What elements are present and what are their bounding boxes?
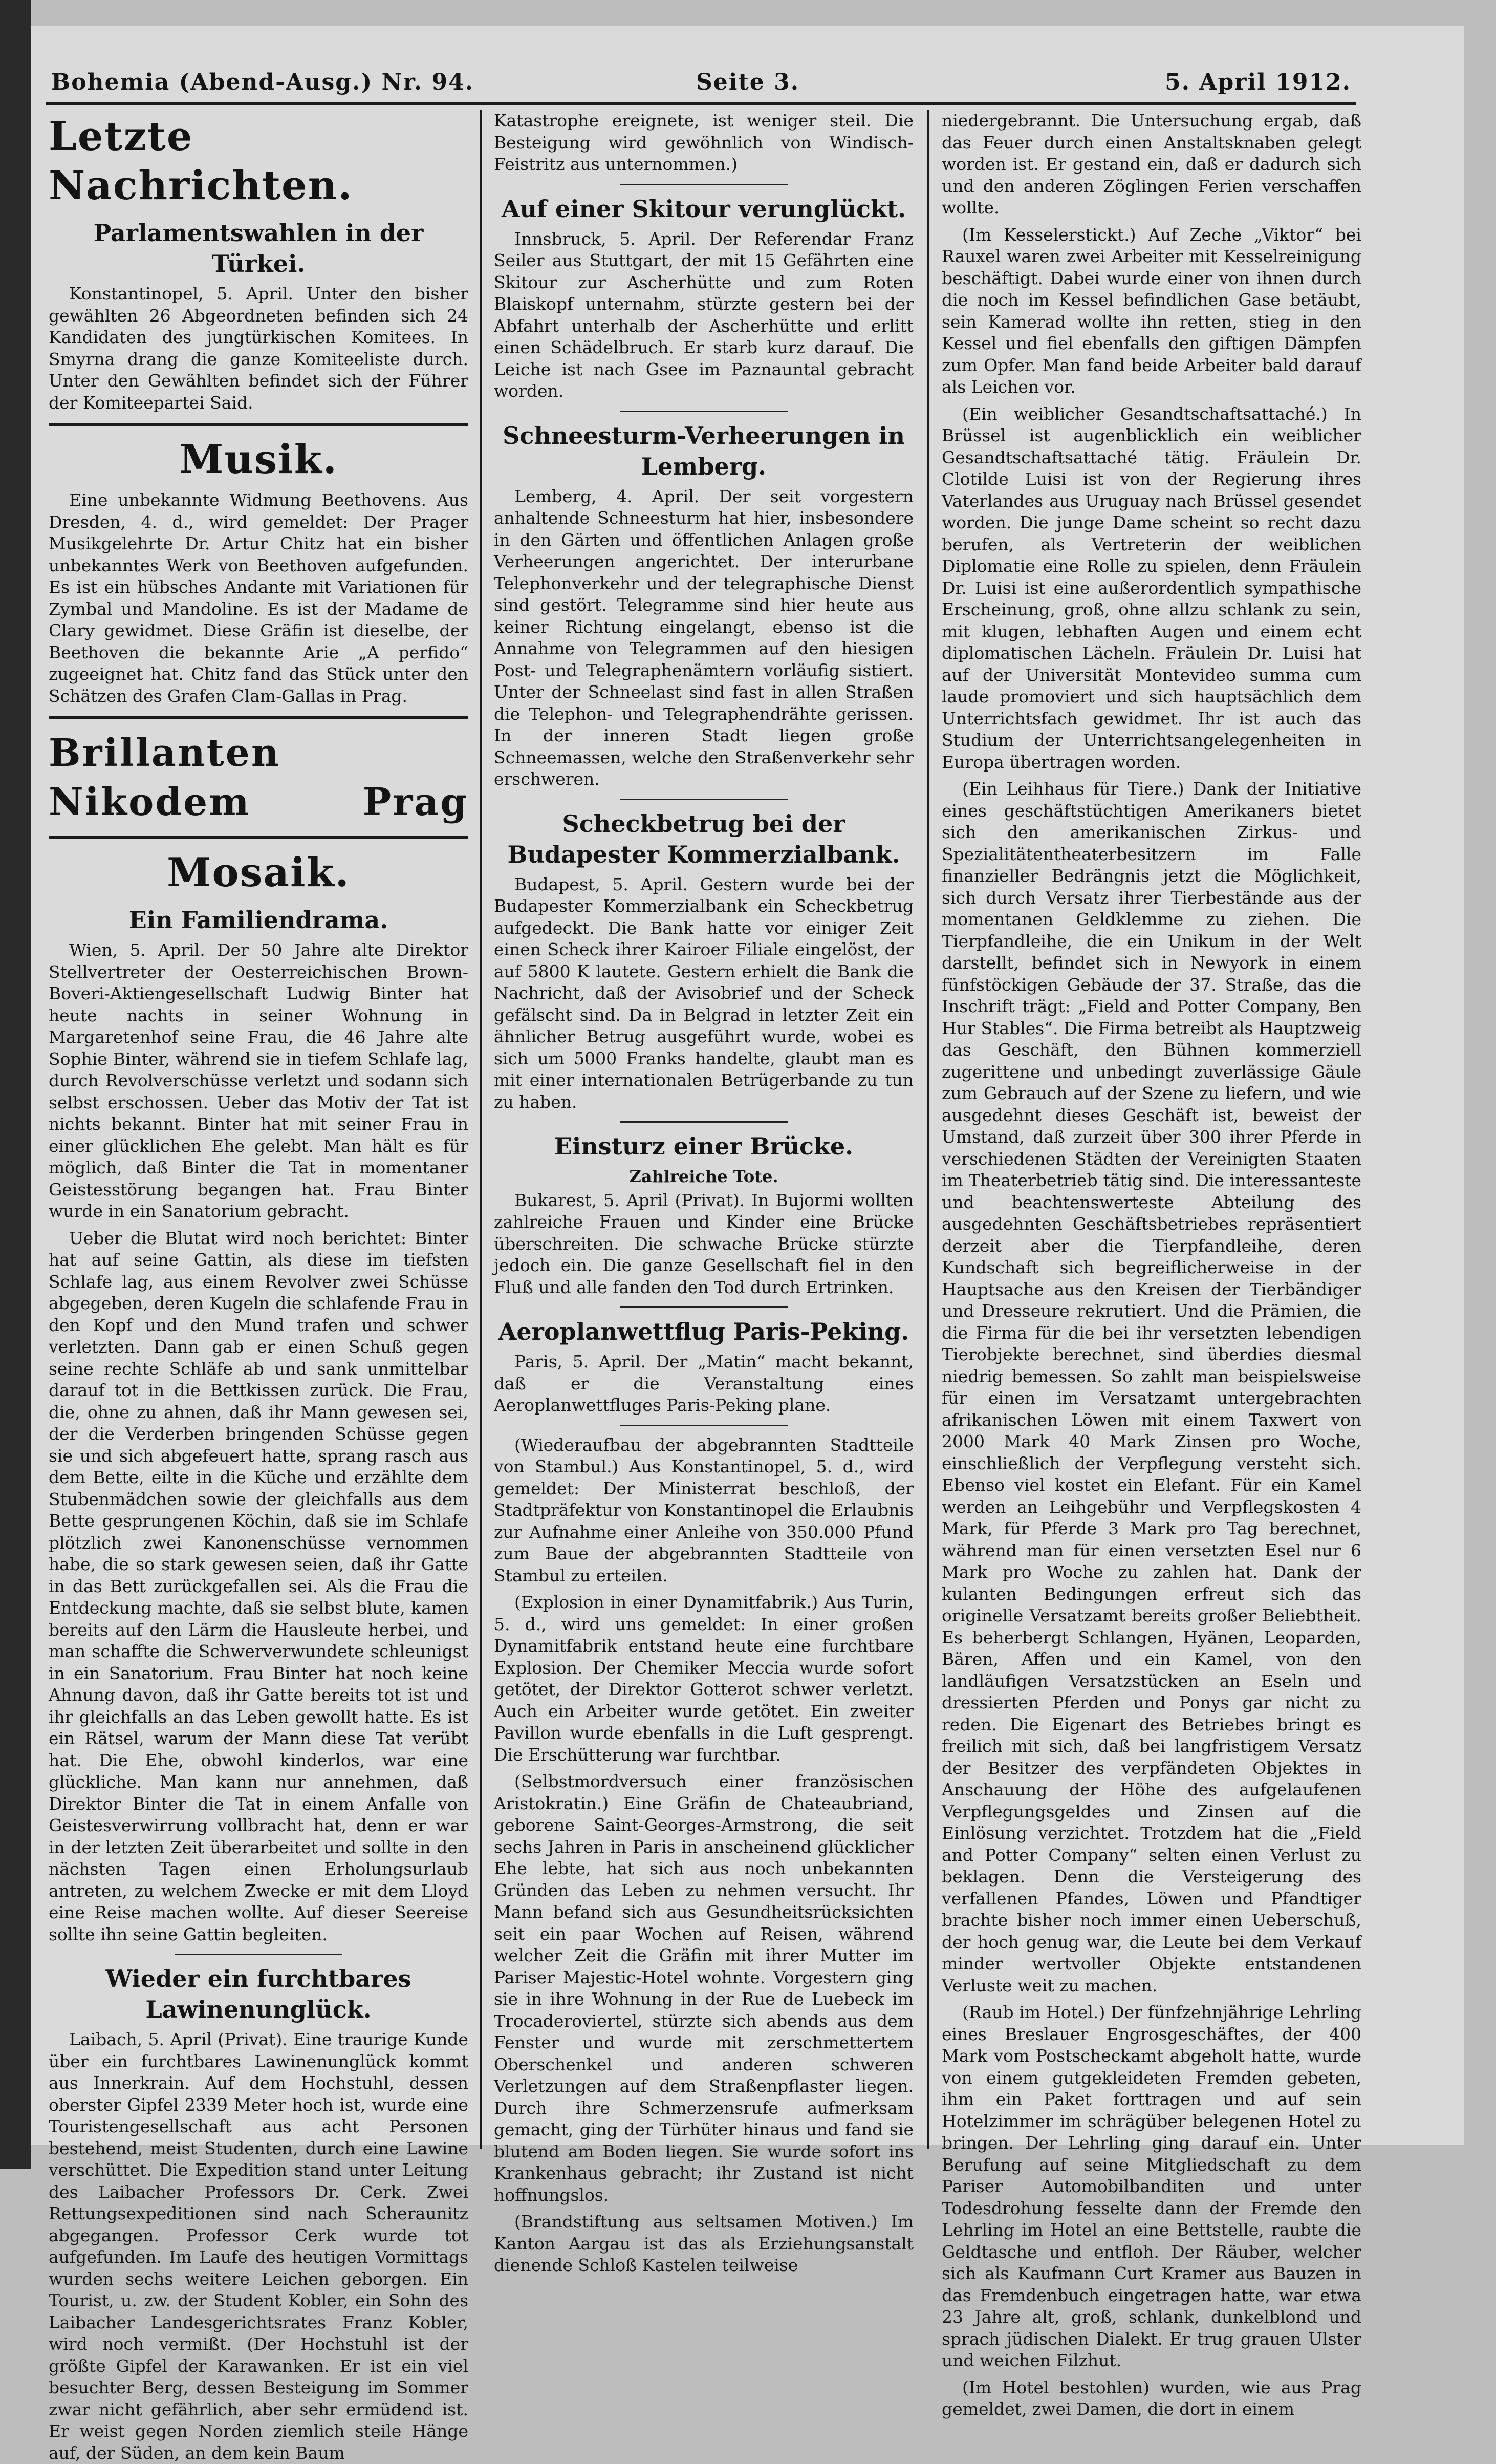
section-rule [49, 836, 468, 839]
news-item: (Ein weiblicher Gesandtschaftsattaché.) In Brüssel ist augenblicklich ein weiblicher Gesandtschaftsattaché tätig. Fräulein Dr. Clotilde Luisi ist von der Regierung ihres Vaterlandes aus Uruguay nach Brüssel gesendet worden. Die junge Dame scheint so recht dazu berufen, als Vertreterin der weiblichen Diplomatie eine Rolle zu spielen, denn Fräulein Dr. Luisi ist eine außerordentlich sympathische Erscheinung, groß, ohne allzu schlank zu sein, mit klugen, lebhaften Augen und einem echt diplomatischen Lächeln. Fräulein Dr. Luisi hat auf der Universität Montevideo summa cum laude promoviert und sich hauptsächlich dem Unterrichtsfach gewidmet. Ihr ist auch das Studium der Unterrichtsangelegenheiten in Europa übertragen worden. [942, 403, 1361, 772]
section-title-musik: Musik. [179, 436, 338, 483]
news-item: (Wiederaufbau der abgebrannten Stadtteile von Stambul.) Aus Konstantinopel, 5. d., wird gemeldet: Der Ministerrat beschloß, der Stadtpräfektur von Konstantinopel die Erlaubnis zur Aufnahme einer Anleihe von 350.000 Pfund zum Baue der abgebrannten Stadtteile von Stambul zu erteilen. [494, 1434, 914, 1585]
column-rule [927, 110, 929, 2149]
article-headline: Aeroplanwettflug Paris-Peking. [498, 1318, 909, 1345]
column-2 [494, 110, 914, 2275]
article-divider [620, 1425, 788, 1426]
article-headline: Einsturz einer Brücke. [554, 1132, 854, 1160]
article-divider [620, 1121, 788, 1123]
news-item: (Im Hotel bestohlen) wurden, wie aus Prag gemeldet, zwei Damen, die dort in einem [942, 2377, 1361, 2419]
article-divider [620, 799, 788, 800]
column-3 [942, 110, 1361, 2419]
article-headline: Parlamentswahlen in der Türkei. [93, 219, 424, 277]
article-divider [620, 411, 788, 412]
section-rule [49, 716, 468, 719]
news-item: (Im Kesselerstickt.) Auf Zeche „Viktor“ bei Rauxel waren zwei Arbeiter mit Kesselreinigung beschäftigt. Dabei wurde einer von ihnen durch die noch im Kessel befindlichen Gase betäubt, sein Kamerad wollte ihn retten, stieg in den Kessel und fiel ebenfalls den giftigen Dämpfen zum Opfer. Man fand beide Arbeiter bald darauf als Leichen vor. [942, 224, 1361, 397]
section-title-nachrichten: Letzte Nachrichten. [49, 113, 353, 209]
article-continuation: Katastrophe ereignete, ist weniger steil. Die Besteigung wird gewöhnlich von Windisch-Feistritz aus unternommen.) [494, 111, 914, 174]
page-number: Seite 3. [696, 69, 800, 95]
news-item: (Explosion in einer Dynamitfabrik.) Aus Turin, 5. d., wird uns gemeldet: In einer großen Dynamitfabrik entstand heute eine furchtbare Explosion. Der Chemiker Meccia wurde sofort getötet, der Direktor Gotterot schwer verletzt. Auch ein Arbeiter wurde getötet. Ein zweiter Pavillon wurde ebenfalls in die Luft gesprengt. Die Erschütterung war furchtbar. [494, 1592, 914, 1765]
column-rule [480, 110, 482, 2149]
article-body: Lemberg, 4. April. Der seit vorgestern anhaltende Schneesturm hat hier, insbesondere in den Gärten und öffentlichen Anlagen große Verheerungen angerichtet. Der interurbane Telephonverkehr und der telegraphische Dienst sind gestört. Telegramme sind hier heute aus keiner Richtung eingelangt, ebenso ist die Annahme von Telegrammen auf den hiesigen Post- und Telegraphenämtern vorläufig sistiert. Unter der Schneelast sind fast in allen Straßen die Telephon- und Telegraphendrähte gerissen. In der inneren Stadt liegen große Schneemassen, welche den Straßenverkehr sehr erschweren. [494, 486, 914, 789]
article-body: Wien, 5. April. Der 50 Jahre alte Direktor Stellvertreter der Oesterreichischen Brown-Boveri-Aktiengesellschaft Ludwig Binter hat heute nachts in seiner Wohnung in Margaretenhof seine Frau, die 46 Jahre alte Sophie Binter, während sie in tiefem Schlafe lag, durch Revolverschüsse verletzt und sodann sich selbst erschossen. Ueber das Motiv der Tat ist nichts bekannt. Binter hat mit seiner Frau in einer glücklichen Ehe gelebt. Man hält es für möglich, daß Binter die Tat in momentaner Geistesstörung begangen hat. Frau Binter wurde in ein Sanatorium gebracht. [49, 940, 468, 1221]
news-item: (Selbstmordversuch einer französischen Aristokratin.) Eine Gräfin de Chateaubriand, geborene Saint-Georges-Armstrong, die seit sechs Jahren in Paris in anscheinend glücklicher Ehe lebte, hat sich aus noch unbekannten Gründen das Leben zu nehmen versucht. Ihr Mann befand sich aus Gesundheitsrücksichten seit ein paar Wochen auf Reisen, während welcher Zeit die Gräfin mit ihrer Mutter im Pariser Majestic-Hotel wohnte. Vorgestern ging sie in ihre Wohnung in der Rue de Luebeck im Trocaderoviertel, stürzte sich abends aus dem Fenster und wurde mit zerschmettertem Oberschenkel und anderen schweren Verletzungen auf dem Straßenpflaster liegen. Durch ihre Schmerzensrufe aufmerksam gemacht, ging der Türhüter hinaus und fand sie blutend am Boden liegen. Sie wurde sofort ins Krankenhaus gebracht; ihr Zustand ist nicht hoffnungslos. [494, 1771, 914, 2205]
header-rule [46, 102, 1356, 105]
page-header [51, 69, 1351, 105]
news-item: (Ein Leihhaus für Tiere.) Dank der Initiative eines geschäftstüchtigen Amerikaners bietet sich den amerikanischen Zirkus- und Spezialitätentheaterbesitzern im Falle finanzieller Bedrängnis jetzt die Möglichkeit, sich durch Versatz ihrer Tierbestände aus der momentanen Geldklemme zu ziehen. Die Tierpfandleihe, die ein Unikum in der Welt darstellt, befindet sich in Newyork in einem fünfstöckigen Gebäude der 37. Straße, das die Inschrift trägt: „Field and Potter Company, Ben Hur Stables“. Die Firma betreibt als Hauptzweig das Geschäft, den Bühnen kommerziell zugerittene und unbedingt zuverlässige Gäule zum Gebrauch auf der Szene zu liefern, und wie ausgedehnt dieses Geschäft ist, beweist der Umstand, daß zurzeit über 300 ihrer Pferde in verschiedenen Städten der Vereinigten Staaten im Theaterbetrieb tätig sind. Die interessanteste und beachtenswerteste Abteilung des ausgedehnten Geschäftsbetriebes repräsentiert derzeit aber die Tierpfandleihe, deren Kundschaft sich begreiflicherweise in der Hauptsache aus den Kreisen der Tierbändiger und Dresseure rekrutiert. Und die Prämien, die die Firma für die bei ihr versetzten lebendigen Tierobjekte berechnet, sind überdies diesmal niedrig bemessen. So zahlt man beispielsweise für einen im Versatzamt untergebrachten afrikanischen Löwen mit einem Taxwert von 2000 Mark 40 Mark Zinsen pro Woche, einschließlich der Verpflegung versteht sich. Ebenso viel kostet ein Elefant. Für ein Kamel werden an Leihgebühr und Verpflegskosten 4 Mark, für Pferde 3 Mark pro Tag berechnet, während man für einen versetzten Esel nur 6 Mark pro Woche zu zahlen hat. Dank der kulanten Bedingungen erfreut sich das originelle Versatzamt bereits großer Beliebtheit. Es beherbergt Schlangen, Hyänen, Leoparden, Bären, Affen und ein Kamel, von den landläufigen Versatzstücken an Eseln und dressierten Pferden und Ponys gar nicht zu reden. Die Eigenart des Betriebes bringt es freilich mit sich, daß bei langfristigem Versatz der Besitzer des verpfändeten Objektes in Anschauung der Höhe des aufgelaufenen Verpflegungsgeldes und Zinsen auf die Einlösung verzichtet. Trotzdem hat die „Field and Potter Company“ selten einen Verlust zu beklagen. Denn die Versteigerung des verfallenen Pfandes, Löwen und Pfandtiger brachte bisher noch immer einen Ueberschuß, der hoch genug war, die Leute bei dem Verkauf minder wertvoller Objekte entstandenen Verluste weit zu machen. [942, 779, 1361, 1996]
advertisement-line: Brillanten Nikodem Prag [49, 731, 468, 824]
article-body: Laibach, 5. April (Privat). Eine traurige Kunde über ein furchtbares Lawinenunglück kommt aus Innerkrain. Auf dem Hochstuhl, dessen oberster Gipfel 2339 Meter hoch ist, wurde eine Touristengesellschaft aus acht Personen bestehend, meist Studenten, durch eine Lawine verschüttet. Die Expedition stand unter Leitung des Laibacher Professors Dr. Cerk. Zwei Rettungsexpeditionen sind nach Scheraunitz abgegangen. Professor Cerk wurde tot aufgefunden. Im Laufe des heutigen Vormittags wurden sechs weitere Leichen geborgen. Ein Tourist, u. zw. der Student Kobler, ein Sohn des Laibacher Landesgerichtsrates Franz Kobler, wird noch vermißt. (Der Hochstuhl ist der größte Gipfel der Karawanken. Er ist ein viel besuchter Berg, dessen Besteigung im Sommer zwar nicht gefährlich, aber sehr ermüdend ist. Er weist gegen Norden ziemlich steile Hänge auf, der Süden, an dem kein Baum [49, 2029, 468, 2463]
article-body: Ueber die Blutat wird noch berichtet: Binter hat auf seine Gattin, als diese im tiefsten Schlafe lag, aus einem Revolver zwei Schüsse abgegeben, deren Kugeln die schlafende Frau in den Kopf und den Mund trafen und schwer verletzten. Dann gab er einen Schuß gegen seine rechte Schläfe ab und sank unmittelbar darauf tot in die Bettkissen zurück. Die Frau, die, ohne zu ahnen, daß ihr Mann gewesen sei, der die Verderben bringenden Schüsse gegen sie und sich abgefeuert hatte, sprang rasch aus dem Bette, eilte in die Küche und erzählte dem Stubenmädchen sowie der gleichfalls aus dem Bette gesprungenen Köchin, daß sie im Schlafe plötzlich zwei Kanonenschüsse vernommen habe, die so stark gewesen seien, daß ihr Gatte in das Bett zurückgefallen sei. Als die Frau die Entdeckung machte, daß sie selbst blute, kamen bereits auf den Lärm die Hausleute herbei, und man schaffte die Schwerverwundete schleunigst in ein Sanatorium. Frau Binter hat noch keine Ahnung davon, daß ihr Gatte bereits tot ist und ihr gleichfalls an das Leben gewollt hatte. Es ist ein Rätsel, warum der Mann diese Tat verübt hat. Die Ehe, obwohl kinderlos, war eine glückliche. Man kann nur annehmen, daß Direktor Binter die Tat in einem Anfalle von Geistesverwirrung vollbracht hat, denn er war in der letzten Zeit überarbeitet und sollte in den nächsten Tagen einen Erholungsurlaub antreten, zu welchem Zwecke er mit dem Lloyd eine Reise machen wollte. Auf dieser Seereise sollte ihn seine Gattin begleiten. [49, 1228, 468, 1944]
article-body: Eine unbekannte Widmung Beethovens. Aus Dresden, 4. d., wird gemeldet: Der Prager Musikgelehrte Dr. Artur Chitz hat ein bisher unbekanntes Werk von Beethoven aufgefunden. Es ist ein hübsches Andante mit Variationen für Zymbal und Mandoline. Es ist der Madame de Clary gewidmet. Diese Gräfin ist dieselbe, der Beethoven die bekannte Arie „A perfido“ zugeeignet hat. Chitz fand das Stück unter den Schätzen des Grafen Clam-Gallas in Prag. [49, 490, 468, 706]
article-body: Paris, 5. April. Der „Matin“ macht bekannt, daß er die Veranstaltung eines Aeroplanwettfluges Paris-Peking plane. [494, 1352, 914, 1415]
article-body: Budapest, 5. April. Gestern wurde bei der Budapester Kommerzialbank ein Scheckbetrug aufgedeckt. Die Bank hatte vor einiger Zeit einen Scheck ihrer Kairoer Filiale eingelöst, der auf 5800 K lautete. Gestern erhielt die Bank die Nachricht, daß der Avisobrief und der Scheck gefälscht sind. Da in Belgrad in letzter Zeit ein ähnlicher Betrug ausgeführt wurde, wobei es sich um 5000 Franks handelte, glaubt man es mit einer internationalen Betrügerbande zu tun zu haben. [494, 874, 914, 1112]
book-spine [0, 0, 31, 2169]
article-headline: Scheckbetrug bei der Budapester Kommerzialbank. [507, 809, 900, 868]
section-rule [49, 423, 468, 426]
article-body: Innsbruck, 5. April. Der Referendar Franz Seiler aus Stuttgart, der mit 15 Gefährten eine Skitour zur Ascherhütte und zum Roten Blaiskopf unternahm, stürzte gestern bei der Abfahrt unterhalb der Ascherhütte und erlitt einen Schädelbruch. Er starb kurz darauf. Die Leiche ist nach Gsee im Paznauntal gebracht worden. [494, 228, 914, 401]
article-divider [620, 184, 788, 185]
article-continuation: niedergebrannt. Die Untersuchung ergab, daß das Feuer durch einen Anstaltsknaben gelegt worden ist. Er gestand ein, daß er dadurch sich und den anderen Zöglingen Ferien verschaffen wollte. [942, 111, 1361, 218]
news-item: (Raub im Hotel.) Der fünfzehnjährige Lehrling eines Breslauer Engrosgeschäftes, der 400 Mark vom Postscheckamt abgeholt hatte, wurde von einem gutgekleideten Fremden gebeten, ihm ein Paket forttragen und auf sein Hotelzimmer im schrägüber belegenen Hotel zu bringen. Der Lehrling ging darauf ein. Unter Berufung auf seine Mitgliedschaft zu dem Pariser Automobilbanditen und unter Todesdrohung fesselte dann der Fremde den Lehrling im Hotel an eine Bettstelle, raubte die Geldtasche und entfloh. Der Räuber, welcher sich als Kaufmann Curt Kramer aus Bauzen in das Fremdenbuch eingetragen hatte, war etwa 23 Jahre alt, groß, schlank, dunkelblond und sprach jüdischen Dialekt. Er trug grauen Ulster und weichen Filzhut. [942, 2002, 1361, 2370]
article-body: Bukarest, 5. April (Privat). In Bujormi wollten zahlreiche Frauen und Kinder eine Brücke überschreiten. Die schwache Brücke stürzte jedoch ein. Die ganze Gesellschaft fiel in den Fluß und alle fanden den Tod durch Ertrinken. [494, 1190, 914, 1297]
article-headline: Schneesturm-Verheerungen in Lemberg. [503, 421, 905, 480]
news-item: (Brandstiftung aus seltsamen Motiven.) Im Kanton Aargau ist das als Erziehungsanstalt dienende Schloß Kastelen teilweise [494, 2212, 914, 2275]
article-body: Konstantinopel, 5. April. Unter den bisher gewählten 26 Abgeordneten befinden sich 24 Kandidaten des jungtürkischen Komitees. In Smyrna drang die ganze Komiteeliste durch. Unter den Gewählten befindet sich der Führer der Komiteepartei Said. [49, 284, 468, 413]
masthead-issue: Bohemia (Abend-Ausg.) Nr. 94. [51, 69, 474, 95]
column-1 [49, 110, 468, 2463]
article-divider [620, 1306, 788, 1308]
article-divider [175, 1954, 342, 1955]
issue-date: 5. April 1912. [1165, 69, 1351, 95]
article-headline: Auf einer Skitour verunglückt. [501, 195, 906, 223]
article-headline: Ein Familiendrama. [128, 906, 388, 934]
article-subheadline: Zahlreiche Tote. [629, 1167, 778, 1186]
article-headline: Wieder ein furchtbares Lawinenunglück. [105, 1965, 411, 2023]
section-title-mosaik: Mosaik. [167, 849, 350, 896]
